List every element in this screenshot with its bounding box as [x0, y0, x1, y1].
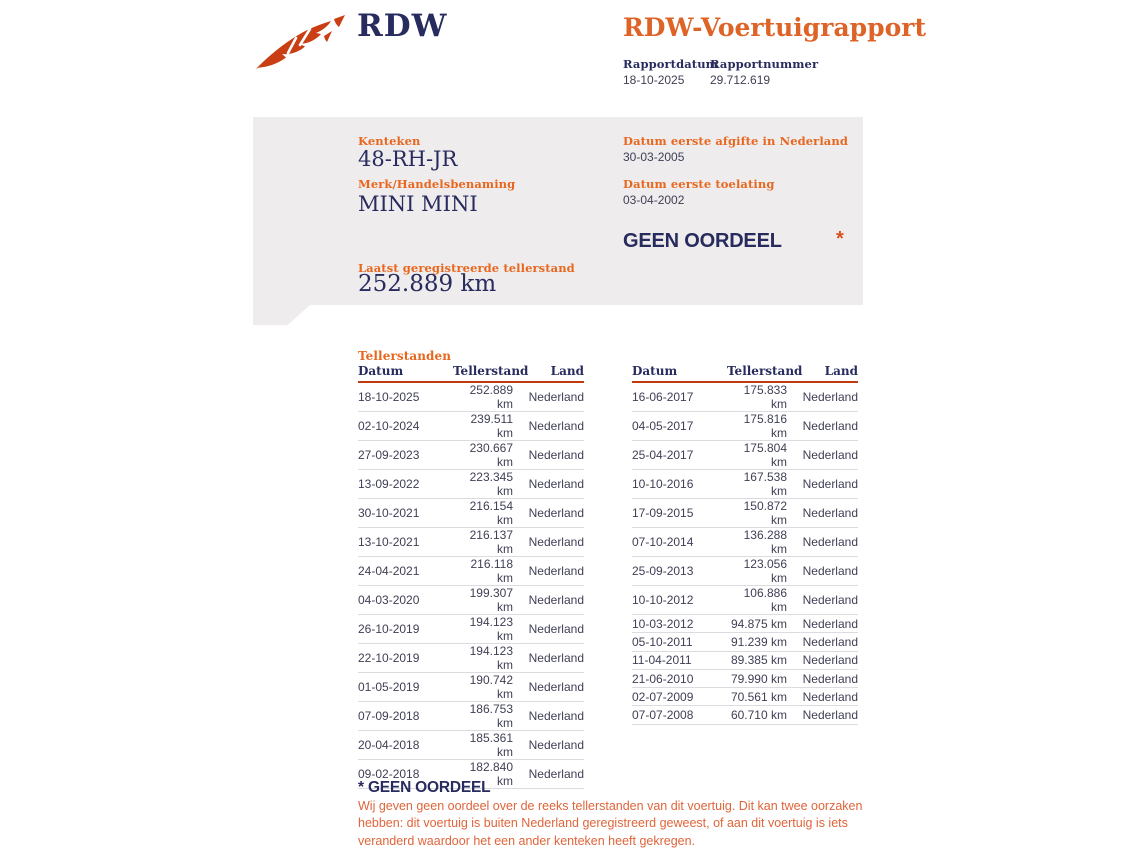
table-cell: Nederland	[513, 760, 584, 789]
table-cell: 175.833 km	[727, 382, 787, 412]
col-header-land: Land	[787, 364, 858, 382]
report-date-value: 18-10-2025	[623, 73, 685, 87]
table-cell: 09-02-2018	[358, 760, 453, 789]
table-cell: Nederland	[787, 706, 858, 724]
odometer-table-right	[632, 364, 858, 725]
table-row	[358, 528, 584, 557]
first-issue-nl-label: Datum eerste afgifte in Nederland	[623, 134, 848, 148]
table-row	[358, 615, 584, 644]
table-cell: 252.889 km	[453, 382, 513, 412]
table-cell: 136.288 km	[727, 528, 787, 557]
tellerstanden-heading: Tellerstanden	[358, 349, 452, 363]
table-row	[358, 673, 584, 702]
table-cell: 13-10-2021	[358, 528, 453, 557]
table-cell: 175.804 km	[727, 441, 787, 470]
table-row	[632, 633, 858, 651]
table-row	[632, 615, 858, 633]
table-cell: 07-10-2014	[632, 528, 727, 557]
table-cell: 16-06-2017	[632, 382, 727, 412]
table-cell: 91.239 km	[727, 633, 787, 651]
col-header-tellerstand: Tellerstand	[453, 364, 513, 382]
table-cell: Nederland	[787, 528, 858, 557]
table-row	[632, 499, 858, 528]
table-row	[358, 557, 584, 586]
table-cell: 04-03-2020	[358, 586, 453, 615]
merk-value: MINI MINI	[358, 192, 478, 216]
table-cell: 07-07-2008	[632, 706, 727, 724]
table-row	[358, 644, 584, 673]
report-number-value: 29.712.619	[710, 73, 771, 87]
table-cell: 199.307 km	[453, 586, 513, 615]
table-row	[358, 702, 584, 731]
table-cell: Nederland	[513, 557, 584, 586]
table-cell: 25-09-2013	[632, 557, 727, 586]
table-cell: Nederland	[513, 644, 584, 673]
table-row	[632, 382, 858, 412]
table-cell: Nederland	[787, 412, 858, 441]
odometer-label: Laatst geregistreerde tellerstand	[358, 261, 575, 275]
table-cell: 11-04-2011	[632, 651, 727, 669]
table-cell: 13-09-2022	[358, 470, 453, 499]
table-cell: 17-09-2015	[632, 499, 727, 528]
table-cell: 27-09-2023	[358, 441, 453, 470]
table-cell: 20-04-2018	[358, 731, 453, 760]
table-cell: Nederland	[787, 633, 858, 651]
table-cell: Nederland	[787, 557, 858, 586]
table-cell: Nederland	[513, 441, 584, 470]
table-cell: 216.154 km	[453, 499, 513, 528]
table-header	[632, 364, 858, 382]
report-date-label: Rapportdatum	[623, 57, 718, 71]
table-cell: 150.872 km	[727, 499, 787, 528]
table-cell: 26-10-2019	[358, 615, 453, 644]
table-cell: 175.816 km	[727, 412, 787, 441]
table-cell: 10-10-2016	[632, 470, 727, 499]
table-cell: 02-10-2024	[358, 412, 453, 441]
table-cell: Nederland	[513, 470, 584, 499]
table-row	[632, 586, 858, 615]
table-cell: Nederland	[513, 673, 584, 702]
table-cell: 21-06-2010	[632, 669, 727, 687]
table-cell: Nederland	[513, 731, 584, 760]
table-row	[632, 470, 858, 499]
table-cell: Nederland	[787, 470, 858, 499]
col-header-tellerstand: Tellerstand	[727, 364, 787, 382]
odometer-table-left	[358, 364, 584, 789]
verdict-asterisk: *	[836, 228, 844, 250]
table-cell: Nederland	[787, 669, 858, 687]
brand-wordmark: RDW	[357, 8, 448, 44]
table-cell: Nederland	[513, 382, 584, 412]
table-cell: 106.886 km	[727, 586, 787, 615]
table-cell: 94.875 km	[727, 615, 787, 633]
table-cell: 216.137 km	[453, 528, 513, 557]
table-cell: Nederland	[787, 499, 858, 528]
table-row	[632, 688, 858, 706]
kenteken-value: 48-RH-JR	[358, 147, 458, 171]
table-cell: 10-03-2012	[632, 615, 727, 633]
table-cell: Nederland	[513, 702, 584, 731]
first-admission-label: Datum eerste toelating	[623, 177, 775, 191]
table-header	[358, 364, 584, 382]
table-cell: 18-10-2025	[358, 382, 453, 412]
table-cell: 01-05-2019	[358, 673, 453, 702]
table-cell: 05-10-2011	[632, 633, 727, 651]
table-cell: 239.511 km	[453, 412, 513, 441]
merk-label: Merk/Handelsbenaming	[358, 177, 516, 191]
table-cell: 190.742 km	[453, 673, 513, 702]
table-cell: Nederland	[787, 615, 858, 633]
table-cell: Nederland	[787, 651, 858, 669]
table-cell: 60.710 km	[727, 706, 787, 724]
report-number-label: Rapportnummer	[710, 57, 819, 71]
table-cell: 70.561 km	[727, 688, 787, 706]
table-cell: 194.123 km	[453, 644, 513, 673]
table-row	[358, 731, 584, 760]
table-row	[632, 669, 858, 687]
footnote-text: Wij geven geen oordeel over de reeks tellerstanden van dit voertuig. Dit kan twee oorzaken hebben: dit voertuig is buiten Nederland geregistreerd geweest, of aan dit voertuig is iets veranderd waardoor het een ander kenteken heeft gekregen.	[358, 799, 863, 848]
table-cell: 79.990 km	[727, 669, 787, 687]
table-row	[632, 441, 858, 470]
first-issue-nl-value: 30-03-2005	[623, 150, 685, 164]
col-header-datum: Datum	[632, 364, 727, 382]
table-row	[632, 706, 858, 724]
verdict-text: GEEN OORDEEL	[623, 230, 782, 252]
table-cell: Nederland	[513, 499, 584, 528]
table-cell: 89.385 km	[727, 651, 787, 669]
table-cell: 10-10-2012	[632, 586, 727, 615]
table-cell: 194.123 km	[453, 615, 513, 644]
table-cell: 223.345 km	[453, 470, 513, 499]
table-cell: 25-04-2017	[632, 441, 727, 470]
table-cell: 04-05-2017	[632, 412, 727, 441]
table-cell: 22-10-2019	[358, 644, 453, 673]
table-cell: 182.840 km	[453, 760, 513, 789]
table-row	[358, 412, 584, 441]
table-cell: 186.753 km	[453, 702, 513, 731]
kenteken-label: Kenteken	[358, 134, 421, 148]
table-cell: 30-10-2021	[358, 499, 453, 528]
col-header-datum: Datum	[358, 364, 453, 382]
table-cell: Nederland	[787, 586, 858, 615]
table-cell: 07-09-2018	[358, 702, 453, 731]
table-row	[358, 382, 584, 412]
first-admission-value: 03-04-2002	[623, 193, 685, 207]
table-cell: 185.361 km	[453, 731, 513, 760]
rdw-logo-icon	[254, 12, 346, 76]
table-row	[632, 528, 858, 557]
table-cell: 123.056 km	[727, 557, 787, 586]
table-cell: Nederland	[513, 412, 584, 441]
table-cell: 230.667 km	[453, 441, 513, 470]
table-row	[632, 651, 858, 669]
table-cell: 167.538 km	[727, 470, 787, 499]
table-row	[632, 412, 858, 441]
footnote-title: * GEEN OORDEEL	[358, 779, 491, 796]
table-row	[358, 499, 584, 528]
table-cell: Nederland	[787, 382, 858, 412]
table-cell: 24-04-2021	[358, 557, 453, 586]
summary-panel-tail	[253, 305, 310, 325]
table-cell: Nederland	[787, 441, 858, 470]
table-cell: Nederland	[513, 586, 584, 615]
table-cell: 02-07-2009	[632, 688, 727, 706]
col-header-land: Land	[513, 364, 584, 382]
table-row	[632, 557, 858, 586]
odometer-value: 252.889 km	[358, 271, 497, 297]
table-row	[358, 586, 584, 615]
table-cell: Nederland	[513, 615, 584, 644]
table-cell: 216.118 km	[453, 557, 513, 586]
page-title: RDW-Voertuigrapport	[623, 13, 927, 42]
table-row	[358, 470, 584, 499]
table-row	[358, 441, 584, 470]
table-cell: Nederland	[513, 528, 584, 557]
table-cell: Nederland	[787, 688, 858, 706]
